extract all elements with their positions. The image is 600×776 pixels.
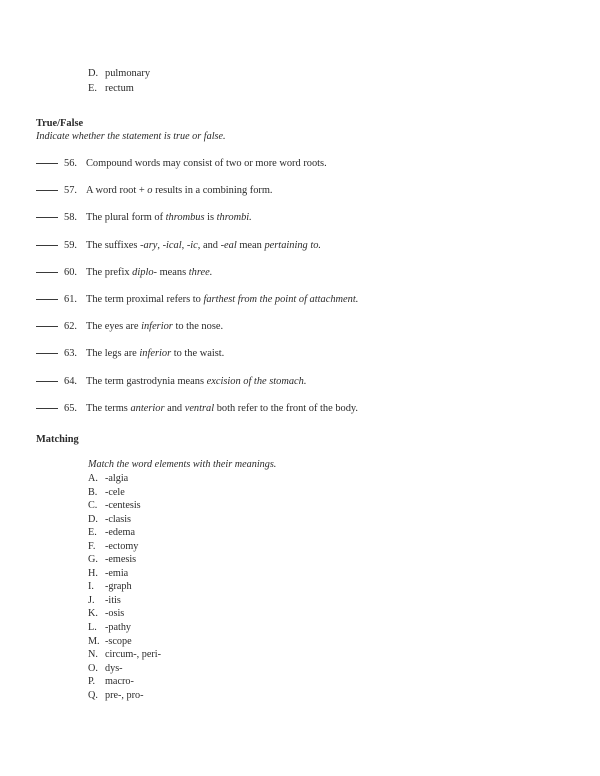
answer-blank[interactable] xyxy=(36,344,58,354)
question-text: The plural form of thrombus is thrombi. xyxy=(86,212,252,224)
option-text: rectum xyxy=(105,83,134,94)
option-letter: C. xyxy=(88,500,98,512)
carry-over-option xyxy=(88,83,150,98)
question-number: 58. xyxy=(64,212,77,224)
answer-blank[interactable] xyxy=(36,263,58,273)
option-letter: J. xyxy=(88,594,95,606)
answer-blank[interactable] xyxy=(36,317,58,327)
question-text: The term proximal refers to farthest from the point of attachment. xyxy=(86,293,359,305)
option-term: -ectomy xyxy=(105,540,139,552)
option-term: -pathy xyxy=(105,622,132,634)
matching-option xyxy=(88,636,161,650)
true-false-item xyxy=(36,374,576,401)
matching-option xyxy=(88,473,161,487)
option-letter: L. xyxy=(88,622,97,634)
option-letter: B. xyxy=(88,486,98,498)
question-number: 62. xyxy=(64,321,77,333)
question-text: The terms anterior and ventral both refer to the front of the body. xyxy=(86,402,359,414)
option-term: -itis xyxy=(105,594,121,606)
matching-option xyxy=(88,676,161,690)
question-text: The eyes are inferior to the nose. xyxy=(86,321,224,333)
true-false-item xyxy=(36,238,576,265)
option-letter: N. xyxy=(88,649,98,661)
option-term: -scope xyxy=(105,635,132,647)
answer-blank[interactable] xyxy=(36,154,58,164)
true-false-item xyxy=(36,183,576,210)
answer-blank[interactable] xyxy=(36,181,58,191)
option-letter: A. xyxy=(88,473,98,484)
matching-option xyxy=(88,568,161,582)
option-letter: I. xyxy=(88,581,94,593)
question-number: 61. xyxy=(64,293,77,305)
true-false-item xyxy=(36,319,576,346)
option-term: -osis xyxy=(105,608,125,620)
option-letter: P. xyxy=(88,676,96,688)
matching-option xyxy=(88,649,161,663)
matching-option xyxy=(88,595,161,609)
true-false-item xyxy=(36,346,576,373)
option-term: -emia xyxy=(105,567,129,579)
question-number: 60. xyxy=(64,266,77,278)
true-false-instruction: Indicate whether the statement is true or false. xyxy=(36,131,226,142)
option-term: dys- xyxy=(105,662,123,674)
matching-option xyxy=(88,487,161,501)
option-term: macro- xyxy=(105,676,134,688)
true-false-item xyxy=(36,210,576,237)
true-false-item xyxy=(36,156,576,183)
question-text: The legs are inferior to the waist. xyxy=(86,348,225,360)
answer-blank[interactable] xyxy=(36,236,58,246)
matching-option xyxy=(88,690,161,704)
answer-blank[interactable] xyxy=(36,290,58,300)
question-number: 65. xyxy=(64,402,77,414)
option-letter: O. xyxy=(88,662,98,674)
matching-option xyxy=(88,581,161,595)
option-term: -cele xyxy=(105,486,125,498)
option-letter: F. xyxy=(88,540,96,552)
matching-option xyxy=(88,663,161,677)
matching-option xyxy=(88,541,161,555)
true-false-section-heading: True/False xyxy=(36,118,84,129)
question-text: The prefix diplo- means three. xyxy=(86,266,213,278)
question-number: 56. xyxy=(64,158,77,169)
option-term: circum-, peri- xyxy=(105,649,162,661)
matching-option xyxy=(88,527,161,541)
option-text: pulmonary xyxy=(105,68,151,79)
matching-option xyxy=(88,622,161,636)
option-term: -clasis xyxy=(105,513,132,525)
matching-option xyxy=(88,514,161,528)
option-letter: E. xyxy=(88,527,97,539)
carry-over-option xyxy=(88,68,150,83)
option-term: -edema xyxy=(105,527,135,539)
option-term: -emesis xyxy=(105,554,137,566)
option-term: -graph xyxy=(105,581,132,593)
question-number: 64. xyxy=(64,375,77,387)
option-term: -centesis xyxy=(105,500,141,512)
true-false-item xyxy=(36,401,576,428)
true-false-item xyxy=(36,292,576,319)
option-letter: D. xyxy=(88,513,98,525)
matching-option xyxy=(88,608,161,622)
answer-blank[interactable] xyxy=(36,208,58,218)
true-false-item xyxy=(36,265,576,292)
option-term: -algia xyxy=(105,473,129,484)
question-text: Compound words may consist of two or more word roots. xyxy=(86,158,327,169)
matching-option-list xyxy=(88,473,161,703)
matching-option xyxy=(88,554,161,568)
matching-instruction: Match the word elements with their meanings. xyxy=(88,459,277,470)
answer-blank[interactable] xyxy=(36,372,58,382)
question-text: A word root + o results in a combining form. xyxy=(86,185,273,197)
option-letter: G. xyxy=(88,554,98,566)
option-letter: E. xyxy=(88,83,97,94)
true-false-question-list xyxy=(36,156,576,428)
answer-blank[interactable] xyxy=(36,399,58,409)
question-number: 57. xyxy=(64,185,77,197)
option-letter: K. xyxy=(88,608,98,620)
question-text: The suffixes -ary, -ical, -ic, and -eal mean pertaining to. xyxy=(86,239,322,251)
carry-over-option-list xyxy=(88,68,150,98)
option-letter: D. xyxy=(88,68,99,79)
option-letter: H. xyxy=(88,567,98,579)
question-text: The term gastrodynia means excision of the stomach. xyxy=(86,375,307,387)
matching-section-heading: Matching xyxy=(36,434,79,445)
question-number: 63. xyxy=(64,348,77,360)
option-letter: Q. xyxy=(88,689,98,701)
matching-option xyxy=(88,500,161,514)
option-letter: M. xyxy=(88,635,100,647)
option-term: pre-, pro- xyxy=(105,689,144,701)
question-number: 59. xyxy=(64,239,77,251)
